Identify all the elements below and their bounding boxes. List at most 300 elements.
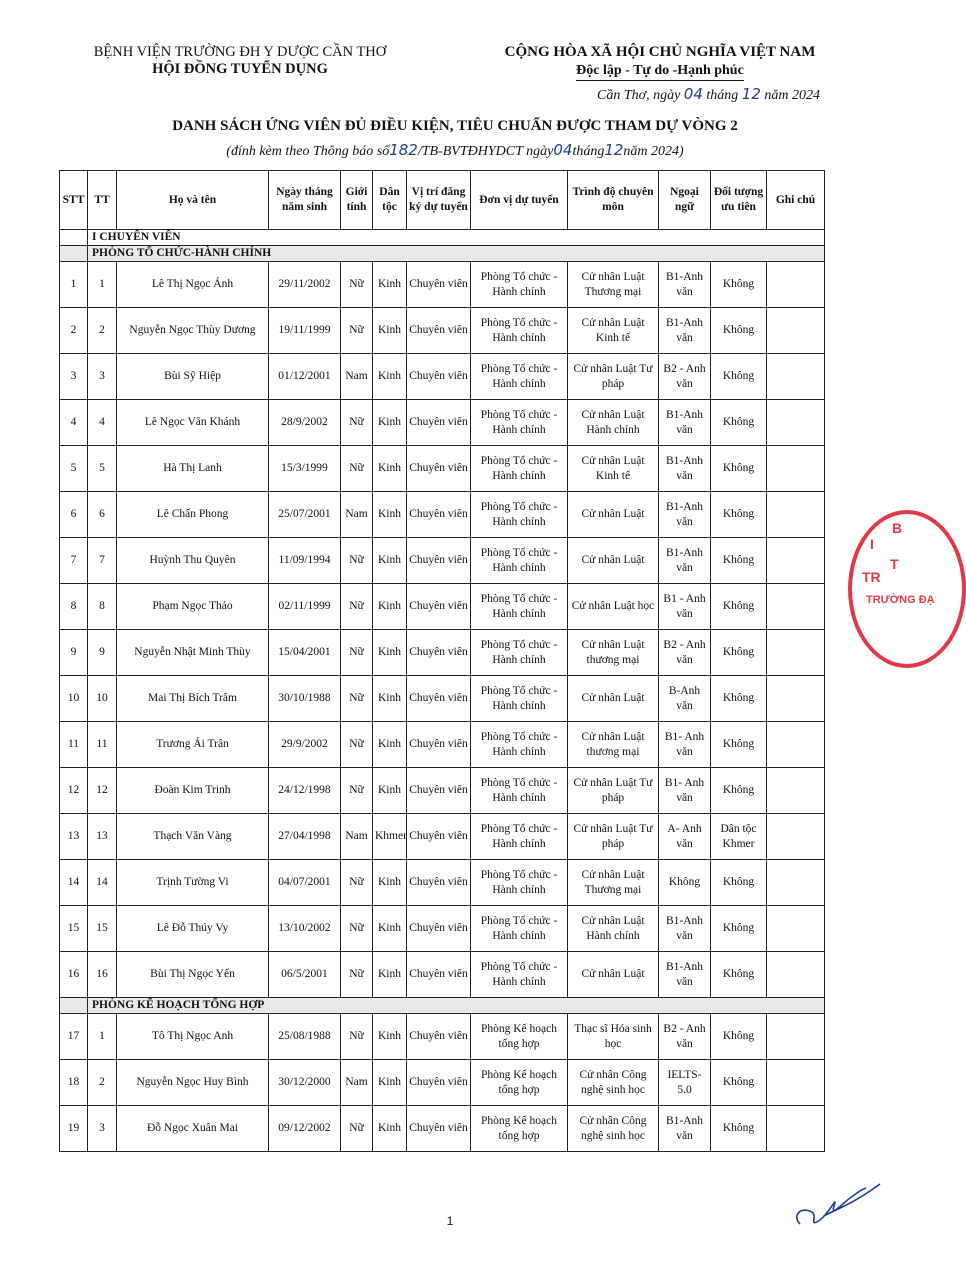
cell-ethnicity: Kinh [373, 768, 407, 814]
cell-stt: 11 [60, 722, 88, 768]
cell-note [767, 952, 825, 998]
cell-sex: Nữ [341, 722, 373, 768]
cell-position: Chuyên viên [407, 446, 471, 492]
motto: Độc lập - Tự do -Hạnh phúc [576, 63, 744, 81]
cell-language: B1-Anh văn [659, 538, 711, 584]
cell-name: Bùi Sỹ Hiệp [117, 354, 269, 400]
cell-sex: Nữ [341, 768, 373, 814]
cell-name: Mai Thị Bích Trâm [117, 676, 269, 722]
cell-position: Chuyên viên [407, 906, 471, 952]
cell-unit: Phòng Tổ chức - Hành chính [471, 262, 568, 308]
cell-unit: Phòng Tổ chức - Hành chính [471, 584, 568, 630]
cell-priority: Không [711, 584, 767, 630]
col-header-ethnicity: Dân tộc [373, 171, 407, 230]
cell-ethnicity: Kinh [373, 1106, 407, 1152]
cell-qualification: Cử nhân Luật [568, 538, 659, 584]
cell-position: Chuyên viên [407, 492, 471, 538]
cell-tt: 12 [88, 768, 117, 814]
col-header-stt: STT [60, 171, 88, 230]
cell-language: B2 - Anh văn [659, 1014, 711, 1060]
cell-language: B2 - Anh văn [659, 354, 711, 400]
cell-qualification: Cử nhân Công nghệ sinh học [568, 1060, 659, 1106]
cell-stt: 16 [60, 952, 88, 998]
cell-note [767, 860, 825, 906]
cell-qualification: Cử nhân Luật Thương mại [568, 860, 659, 906]
cell-dob: 02/11/1999 [269, 584, 341, 630]
cell-dob: 09/12/2002 [269, 1106, 341, 1152]
cell-ethnicity: Kinh [373, 1060, 407, 1106]
cell-qualification: Cử nhân Luật [568, 676, 659, 722]
cell-position: Chuyên viên [407, 1106, 471, 1152]
stamp-letter: I [870, 536, 874, 552]
cell-stt: 9 [60, 630, 88, 676]
cell-stt: 8 [60, 584, 88, 630]
date-year: năm 2024 [764, 88, 820, 103]
cell-dob: 13/10/2002 [269, 906, 341, 952]
cell-ethnicity: Kinh [373, 446, 407, 492]
cell-tt: 9 [88, 630, 117, 676]
subtitle-month-handwritten: 12 [604, 141, 624, 159]
cell-sex: Nữ [341, 446, 373, 492]
subtitle-suffix: năm 2024) [623, 144, 684, 159]
cell-qualification: Cử nhân Luật Tư pháp [568, 354, 659, 400]
cell-tt: 5 [88, 446, 117, 492]
cell-language: B1- Anh văn [659, 768, 711, 814]
cell-language: B1-Anh văn [659, 308, 711, 354]
cell-name: Nguyễn Nhật Minh Thùy [117, 630, 269, 676]
cell-ethnicity: Kinh [373, 630, 407, 676]
cell-ethnicity: Khmer [373, 814, 407, 860]
cell-sex: Nữ [341, 584, 373, 630]
col-header-language: Ngoại ngữ [659, 171, 711, 230]
col-header-dob: Ngày tháng năm sinh [269, 171, 341, 230]
cell-position: Chuyên viên [407, 308, 471, 354]
cell-position: Chuyên viên [407, 630, 471, 676]
cell-ethnicity: Kinh [373, 400, 407, 446]
stamp-letter: B [892, 520, 903, 536]
cell-tt: 14 [88, 860, 117, 906]
cell-priority: Không [711, 308, 767, 354]
cell-tt: 1 [88, 1014, 117, 1060]
cell-unit: Phòng Kế hoạch tổng hợp [471, 1014, 568, 1060]
table-row [60, 768, 825, 814]
cell-name: Phạm Ngọc Thảo [117, 584, 269, 630]
col-header-name: Họ và tên [117, 171, 269, 230]
cell-position: Chuyên viên [407, 1014, 471, 1060]
cell-name: Bùi Thị Ngọc Yến [117, 952, 269, 998]
candidate-table [59, 170, 825, 1152]
cell-stt: 19 [60, 1106, 88, 1152]
cell-qualification: Cử nhân Luật thương mại [568, 722, 659, 768]
cell-dob: 30/12/2000 [269, 1060, 341, 1106]
cell-unit: Phòng Kế hoạch tổng hợp [471, 1106, 568, 1152]
cell-dob: 06/5/2001 [269, 952, 341, 998]
cell-name: Thạch Văn Vàng [117, 814, 269, 860]
cell-qualification: Cử nhân Luật Thương mại [568, 262, 659, 308]
cell-position: Chuyên viên [407, 354, 471, 400]
cell-stt: 15 [60, 906, 88, 952]
table-body [60, 230, 825, 1152]
cell-stt: 6 [60, 492, 88, 538]
cell-qualification: Thạc sĩ Hóa sinh học [568, 1014, 659, 1060]
cell-position: Chuyên viên [407, 538, 471, 584]
cell-ethnicity: Kinh [373, 262, 407, 308]
cell-name: Nguyễn Ngọc Huy Bình [117, 1060, 269, 1106]
cell-language: B1-Anh văn [659, 906, 711, 952]
cell-tt: 4 [88, 400, 117, 446]
cell-note [767, 1014, 825, 1060]
cell-language: B1-Anh văn [659, 492, 711, 538]
table-row [60, 952, 825, 998]
cell-qualification: Cử nhân Luật Tư pháp [568, 768, 659, 814]
cell-name: Đỗ Ngọc Xuân Mai [117, 1106, 269, 1152]
cell-note [767, 538, 825, 584]
table-row [60, 400, 825, 446]
cell-priority: Không [711, 1014, 767, 1060]
cell-position: Chuyên viên [407, 262, 471, 308]
cell-language: B1 - Anh văn [659, 584, 711, 630]
cell-unit: Phòng Tổ chức - Hành chính [471, 308, 568, 354]
cell-note [767, 814, 825, 860]
section-blank-cell [60, 246, 88, 262]
section-row-dept1 [60, 246, 825, 262]
cell-dob: 15/3/1999 [269, 446, 341, 492]
cell-ethnicity: Kinh [373, 722, 407, 768]
section-group-label: I CHUYÊN VIÊN [88, 230, 825, 246]
cell-language: Không [659, 860, 711, 906]
council-name [90, 61, 390, 78]
cell-sex: Nữ [341, 952, 373, 998]
cell-priority: Không [711, 676, 767, 722]
stamp-letter: TRƯỜNG ĐẠ [866, 594, 935, 606]
cell-stt: 10 [60, 676, 88, 722]
cell-sex: Nam [341, 814, 373, 860]
cell-name: Lê Thị Ngọc Ánh [117, 262, 269, 308]
table-row [60, 538, 825, 584]
issuer-block [90, 44, 390, 78]
table-row [60, 262, 825, 308]
col-header-sex: Giới tính [341, 171, 373, 230]
cell-tt: 16 [88, 952, 117, 998]
cell-sex: Nam [341, 492, 373, 538]
cell-position: Chuyên viên [407, 860, 471, 906]
cell-ethnicity: Kinh [373, 492, 407, 538]
cell-stt: 14 [60, 860, 88, 906]
cell-tt: 13 [88, 814, 117, 860]
cell-dob: 30/10/1988 [269, 676, 341, 722]
section-blank-cell [60, 998, 88, 1014]
cell-stt: 3 [60, 354, 88, 400]
cell-unit: Phòng Tổ chức - Hành chính [471, 860, 568, 906]
cell-unit: Phòng Tổ chức - Hành chính [471, 952, 568, 998]
cell-dob: 19/11/1999 [269, 308, 341, 354]
cell-position: Chuyên viên [407, 400, 471, 446]
cell-language: B1-Anh văn [659, 446, 711, 492]
stamp-letter: T [890, 556, 899, 572]
cell-stt: 4 [60, 400, 88, 446]
national-block [480, 44, 840, 104]
cell-tt: 1 [88, 262, 117, 308]
cell-ethnicity: Kinh [373, 584, 407, 630]
cell-tt: 2 [88, 1060, 117, 1106]
cell-position: Chuyên viên [407, 1060, 471, 1106]
cell-sex: Nam [341, 1060, 373, 1106]
cell-dob: 01/12/2001 [269, 354, 341, 400]
cell-ethnicity: Kinh [373, 676, 407, 722]
section-row-group [60, 230, 825, 246]
cell-language: B1-Anh văn [659, 952, 711, 998]
cell-sex: Nữ [341, 1014, 373, 1060]
cell-note [767, 400, 825, 446]
col-header-unit: Đơn vị dự tuyển [471, 171, 568, 230]
table-row [60, 492, 825, 538]
nation-title: CỘNG HÒA XÃ HỘI CHỦ NGHĨA VIỆT NAM [504, 44, 816, 60]
cell-note [767, 446, 825, 492]
col-header-priority: Đối tượng ưu tiên [711, 171, 767, 230]
table-row [60, 814, 825, 860]
cell-stt: 18 [60, 1060, 88, 1106]
cell-name: Đoàn Kim Trinh [117, 768, 269, 814]
cell-language: A- Anh văn [659, 814, 711, 860]
cell-priority: Không [711, 860, 767, 906]
cell-unit: Phòng Tổ chức - Hành chính [471, 538, 568, 584]
cell-position: Chuyên viên [407, 952, 471, 998]
cell-dob: 29/11/2002 [269, 262, 341, 308]
cell-stt: 7 [60, 538, 88, 584]
cell-unit: Phòng Tổ chức - Hành chính [471, 722, 568, 768]
cell-sex: Nữ [341, 860, 373, 906]
cell-language: B2 - Anh văn [659, 630, 711, 676]
page-number: 1 [446, 1214, 454, 1228]
col-header-tt: TT [88, 171, 117, 230]
cell-name: Hà Thị Lanh [117, 446, 269, 492]
table-row [60, 1014, 825, 1060]
cell-note [767, 1060, 825, 1106]
cell-unit: Phòng Tổ chức - Hành chính [471, 814, 568, 860]
red-seal-stamp [848, 510, 966, 668]
cell-priority: Dân tộc Khmer [711, 814, 767, 860]
cell-priority: Không [711, 400, 767, 446]
cell-priority: Không [711, 1106, 767, 1152]
cell-language: B1- Anh văn [659, 722, 711, 768]
cell-stt: 1 [60, 262, 88, 308]
cell-tt: 3 [88, 354, 117, 400]
date-month-label: tháng [706, 88, 739, 103]
cell-tt: 10 [88, 676, 117, 722]
cell-tt: 15 [88, 906, 117, 952]
cell-sex: Nữ [341, 262, 373, 308]
cell-position: Chuyên viên [407, 722, 471, 768]
cell-tt: 8 [88, 584, 117, 630]
cell-dob: 28/9/2002 [269, 400, 341, 446]
cell-dob: 25/08/1988 [269, 1014, 341, 1060]
table-row [60, 354, 825, 400]
cell-note [767, 676, 825, 722]
cell-sex: Nữ [341, 1106, 373, 1152]
table-row [60, 446, 825, 492]
cell-unit: Phòng Tổ chức - Hành chính [471, 676, 568, 722]
cell-priority: Không [711, 952, 767, 998]
table-row [60, 676, 825, 722]
cell-priority: Không [711, 492, 767, 538]
date-day-handwritten: 04 [683, 85, 703, 103]
subtitle-month-label: tháng [572, 144, 605, 159]
cell-priority: Không [711, 906, 767, 952]
cell-stt: 17 [60, 1014, 88, 1060]
cell-sex: Nam [341, 354, 373, 400]
cell-unit: Phòng Kế hoạch tổng hợp [471, 1060, 568, 1106]
cell-sex: Nữ [341, 400, 373, 446]
cell-stt: 2 [60, 308, 88, 354]
cell-dob: 25/07/2001 [269, 492, 341, 538]
cell-qualification: Cử nhân Luật Kinh tế [568, 308, 659, 354]
cell-unit: Phòng Tổ chức - Hành chính [471, 630, 568, 676]
table-row [60, 584, 825, 630]
date-prefix: Cần Thơ, ngày [596, 88, 681, 103]
cell-priority: Không [711, 262, 767, 308]
table-row [60, 906, 825, 952]
cell-ethnicity: Kinh [373, 952, 407, 998]
col-header-position: Vị trí đăng ký dự tuyển [407, 171, 471, 230]
table-row [60, 1106, 825, 1152]
cell-ethnicity: Kinh [373, 860, 407, 906]
cell-priority: Không [711, 1060, 767, 1106]
section-blank-cell [60, 230, 88, 246]
cell-note [767, 906, 825, 952]
cell-name: Tô Thị Ngọc Anh [117, 1014, 269, 1060]
cell-tt: 2 [88, 308, 117, 354]
cell-note [767, 630, 825, 676]
cell-ethnicity: Kinh [373, 906, 407, 952]
cell-unit: Phòng Tổ chức - Hành chính [471, 906, 568, 952]
section-dept2-label: PHÒNG KẾ HOẠCH TỔNG HỢP [88, 998, 825, 1014]
col-header-qualification: Trình độ chuyên môn [568, 171, 659, 230]
cell-ethnicity: Kinh [373, 1014, 407, 1060]
cell-qualification: Cử nhân Công nghệ sinh học [568, 1106, 659, 1152]
cell-name: Trương Ái Trân [117, 722, 269, 768]
subtitle-middle: /TB-BVTĐHYDCT ngày [417, 144, 554, 159]
cell-language: B1-Anh văn [659, 1106, 711, 1152]
cell-qualification: Cử nhân Luật học [568, 584, 659, 630]
cell-priority: Không [711, 446, 767, 492]
cell-language: B1-Anh văn [659, 400, 711, 446]
table-row [60, 722, 825, 768]
stamp-letter: TR [862, 569, 881, 585]
cell-unit: Phòng Tổ chức - Hành chính [471, 446, 568, 492]
table-row [60, 308, 825, 354]
hospital-name: BỆNH VIỆN TRƯỜNG ĐH Y DƯỢC CẦN THƠ [93, 44, 387, 60]
cell-dob: 24/12/1998 [269, 768, 341, 814]
cell-unit: Phòng Tổ chức - Hành chính [471, 400, 568, 446]
cell-qualification: Cử nhân Luật Hành chính [568, 906, 659, 952]
document-title: DANH SÁCH ỨNG VIÊN ĐỦ ĐIỀU KIỆN, TIÊU CHUẨN ĐƯỢC THAM DỰ VÒNG 2 [172, 118, 738, 134]
notice-number-handwritten: 182 [389, 141, 418, 159]
table-row [60, 860, 825, 906]
cell-note [767, 262, 825, 308]
cell-tt: 7 [88, 538, 117, 584]
subtitle-day-handwritten: 04 [553, 141, 573, 159]
cell-unit: Phòng Tổ chức - Hành chính [471, 768, 568, 814]
cell-priority: Không [711, 768, 767, 814]
cell-tt: 3 [88, 1106, 117, 1152]
cell-position: Chuyên viên [407, 676, 471, 722]
cell-name: Lê Chấn Phong [117, 492, 269, 538]
cell-ethnicity: Kinh [373, 538, 407, 584]
council-text: HỘI ĐỒNG TUYỂN DỤNG [152, 61, 328, 77]
cell-sex: Nữ [341, 906, 373, 952]
cell-sex: Nữ [341, 630, 373, 676]
cell-note [767, 768, 825, 814]
cell-sex: Nữ [341, 308, 373, 354]
cell-note [767, 354, 825, 400]
handwritten-signature [790, 1176, 890, 1236]
cell-dob: 15/04/2001 [269, 630, 341, 676]
cell-dob: 11/09/1994 [269, 538, 341, 584]
cell-unit: Phòng Tổ chức - Hành chính [471, 492, 568, 538]
cell-priority: Không [711, 630, 767, 676]
cell-tt: 6 [88, 492, 117, 538]
cell-position: Chuyên viên [407, 768, 471, 814]
cell-tt: 11 [88, 722, 117, 768]
cell-dob: 04/07/2001 [269, 860, 341, 906]
cell-name: Lê Ngọc Vân Khánh [117, 400, 269, 446]
cell-language: IELTS-5.0 [659, 1060, 711, 1106]
cell-sex: Nữ [341, 676, 373, 722]
cell-qualification: Cử nhân Luật Kinh tế [568, 446, 659, 492]
issue-date [480, 85, 840, 104]
cell-ethnicity: Kinh [373, 354, 407, 400]
cell-dob: 29/9/2002 [269, 722, 341, 768]
cell-priority: Không [711, 722, 767, 768]
cell-stt: 12 [60, 768, 88, 814]
document-subtitle [60, 141, 850, 160]
cell-name: Nguyễn Ngọc Thùy Dương [117, 308, 269, 354]
cell-ethnicity: Kinh [373, 308, 407, 354]
cell-name: Trịnh Tường Vi [117, 860, 269, 906]
cell-qualification: Cử nhân Luật Tư pháp [568, 814, 659, 860]
cell-note [767, 492, 825, 538]
cell-name: Lê Đỗ Thúy Vy [117, 906, 269, 952]
section-dept1-label: PHÒNG TỔ CHỨC-HÀNH CHÍNH [88, 246, 825, 262]
subtitle-prefix: (đính kèm theo Thông báo số [226, 144, 390, 159]
section-row-dept2 [60, 998, 825, 1014]
cell-note [767, 1106, 825, 1152]
cell-stt: 5 [60, 446, 88, 492]
cell-language: B-Anh văn [659, 676, 711, 722]
table-header-row [60, 171, 825, 230]
cell-unit: Phòng Tổ chức - Hành chính [471, 354, 568, 400]
table-row [60, 630, 825, 676]
col-header-note: Ghi chú [767, 171, 825, 230]
cell-qualification: Cử nhân Luật Hành chính [568, 400, 659, 446]
cell-dob: 27/04/1998 [269, 814, 341, 860]
cell-sex: Nữ [341, 538, 373, 584]
cell-note [767, 722, 825, 768]
cell-note [767, 308, 825, 354]
cell-language: B1-Anh văn [659, 262, 711, 308]
cell-qualification: Cử nhân Luật [568, 952, 659, 998]
cell-name: Huỳnh Thu Quyên [117, 538, 269, 584]
table-row [60, 1060, 825, 1106]
cell-qualification: Cử nhân Luật thương mại [568, 630, 659, 676]
cell-qualification: Cử nhân Luật [568, 492, 659, 538]
cell-position: Chuyên viên [407, 814, 471, 860]
cell-stt: 13 [60, 814, 88, 860]
cell-note [767, 584, 825, 630]
cell-position: Chuyên viên [407, 584, 471, 630]
cell-priority: Không [711, 538, 767, 584]
cell-priority: Không [711, 354, 767, 400]
